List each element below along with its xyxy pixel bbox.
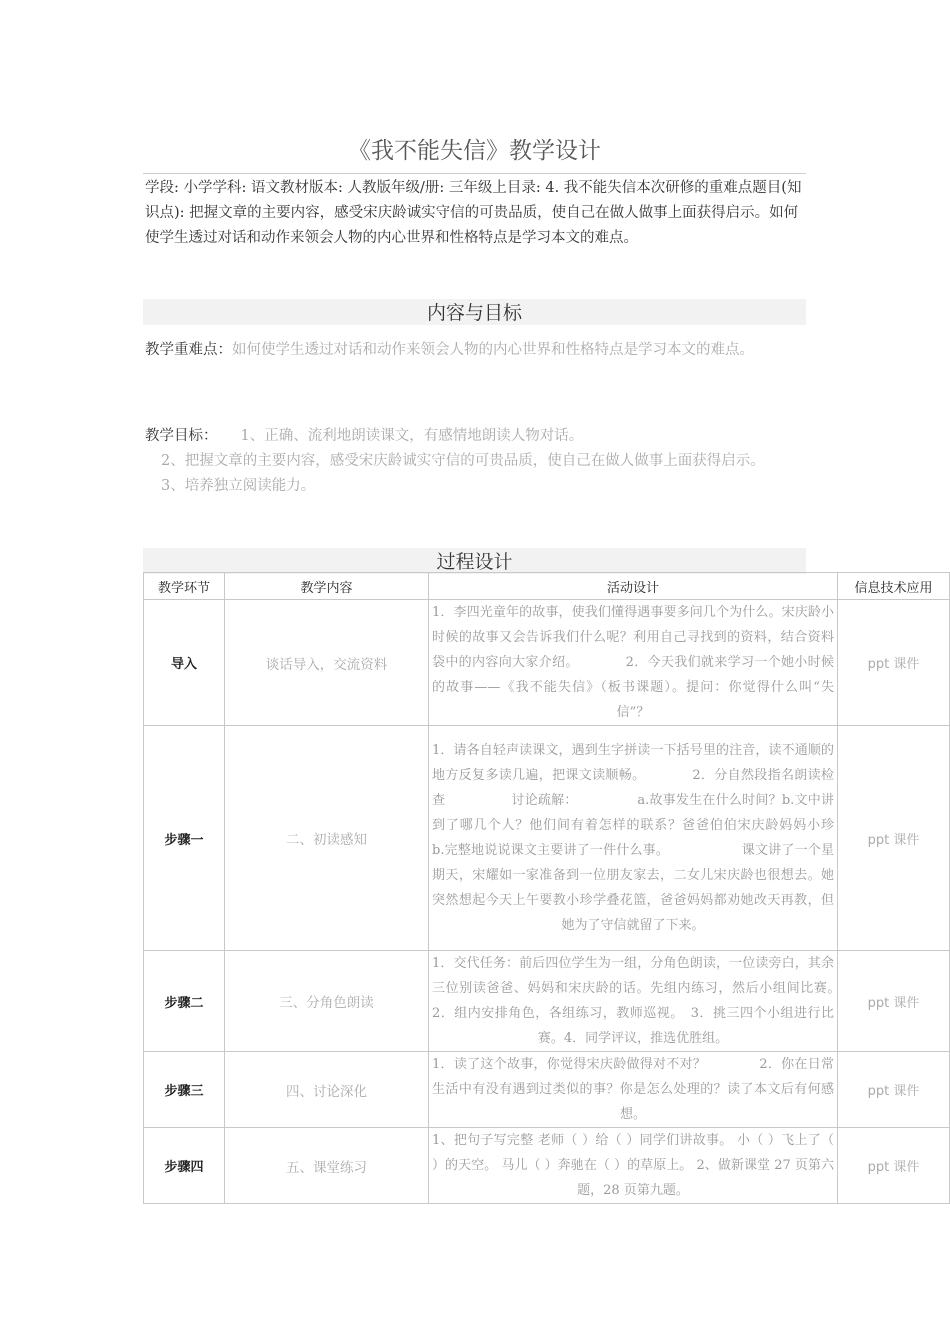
row-content: 谈话导入，交流资料 — [225, 600, 429, 726]
row-step: 步骤一 — [144, 726, 225, 951]
table-header-row — [144, 573, 950, 600]
row-tech: ppt 课件 — [838, 600, 950, 726]
table-row — [144, 600, 950, 726]
row-content: 五、课堂练习 — [225, 1128, 429, 1204]
process-table — [143, 572, 950, 1204]
meta-paragraph: 学段: 小学学科: 语文教材版本: 人教版年级/册: 三年级上目录: 4. 我不能失信本次研修的重难点题目(知识点): 把握文章的主要内容，感受宋庆龄诚实守信的可贵品质，使自己在做人做事上面获得启示。如何使学生透过对话和动作来领会人物的内心世界和性格特点是学习本文的难点。 — [145, 180, 802, 246]
row-tech: ppt 课件 — [838, 951, 950, 1052]
row-activity: 1．李四光童年的故事，使我们懂得遇事要多问几个为什么。宋庆龄小时候的故事又会告诉我们什么呢？利用自己寻找到的资料，结合资料袋中的内容向大家介绍。 2．今天我们就来学习一个她小时候的故事——《我不能失信》（板书课题）。提问：你觉得什么叫“失信”？ — [429, 600, 838, 726]
table-row — [144, 951, 950, 1052]
row-step: 步骤三 — [144, 1052, 225, 1128]
row-tech: ppt 课件 — [838, 1128, 950, 1204]
header-stage: 教学环节 — [144, 573, 225, 600]
table-row — [144, 726, 950, 951]
table-row — [144, 1052, 950, 1128]
goals-label: 教学目标： — [145, 428, 218, 444]
header-activity: 活动设计 — [429, 573, 838, 600]
goal-3: 3、培养独立阅读能力。 — [161, 478, 316, 494]
header-tech: 信息技术应用 — [838, 573, 950, 600]
goal-1: 1、正确、流利地朗读课文，有感情地朗读人物对话。 — [240, 428, 584, 444]
row-step: 步骤二 — [144, 951, 225, 1052]
section-heading-process: 过程设计 — [143, 548, 806, 574]
row-content: 二、初读感知 — [225, 726, 429, 951]
row-tech: ppt 课件 — [838, 726, 950, 951]
key-points-text: 如何使学生透过对话和动作来领会人物的内心世界和性格特点是学习本文的难点。 — [232, 342, 754, 358]
row-tech: ppt 课件 — [838, 1052, 950, 1128]
row-activity: 1．交代任务：前后四位学生为一组，分角色朗读，一位读旁白，其余三位别读爸爸、妈妈和宋庆龄的话。先组内练习，然后小组间比赛。 2．组内安排角色，各组练习，教师巡视。 3．挑三四个小组进行比赛。4．同学评议，推选优胜组。 — [429, 951, 838, 1052]
goals-paragraph — [145, 424, 805, 499]
row-content: 四、讨论深化 — [225, 1052, 429, 1128]
row-activity: 1、把句子写完整 老师（ ）给（ ）同学们讲故事。 小（ ）飞上了（ ）的天空。 马儿（ ）奔驰在（ ）的草原上。 2、做新课堂 27 页第六题，28 页第九题。 — [429, 1128, 838, 1204]
goal-2: 2、把握文章的主要内容，感受宋庆龄诚实守信的可贵品质，使自己在做人做事上面获得启示。 — [161, 453, 765, 469]
row-step: 步骤四 — [144, 1128, 225, 1204]
section-heading-content-goals: 内容与目标 — [143, 299, 806, 325]
key-points-paragraph — [145, 338, 805, 363]
table-row — [144, 1128, 950, 1204]
title-divider — [143, 173, 806, 174]
row-step: 导入 — [144, 600, 225, 726]
header-content: 教学内容 — [225, 573, 429, 600]
row-activity: 1．读了这个故事，你觉得宋庆龄做得对不对？ 2．你在日常生活中有没有遇到过类似的事？你是怎么处理的？读了本文后有何感想。 — [429, 1052, 838, 1128]
key-points-label: 教学重难点： — [145, 342, 232, 358]
row-content: 三、分角色朗读 — [225, 951, 429, 1052]
document-title: 《我不能失信》教学设计 — [348, 138, 601, 164]
row-activity: 1．请各自轻声读课文，遇到生字拼读一下括号里的注音，读不通顺的地方反复多读几遍，把课文读顺畅。 2．分自然段指名朗读检查 讨论疏解： a.故事发生在什么时间？b.文中讲到了哪几个人？他们间有着怎样的联系？爸爸伯伯宋庆龄妈妈小珍 b.完整地说说课文主要讲了一件什么事。 课文讲了一个星期天，宋耀如一家准备到一位朋友家去，二女儿宋庆龄也很想去。她突然想起今天上午要教小珍学叠花篮，爸爸妈妈都劝她改天再教，但她为了守信就留了下来。 — [429, 726, 838, 951]
